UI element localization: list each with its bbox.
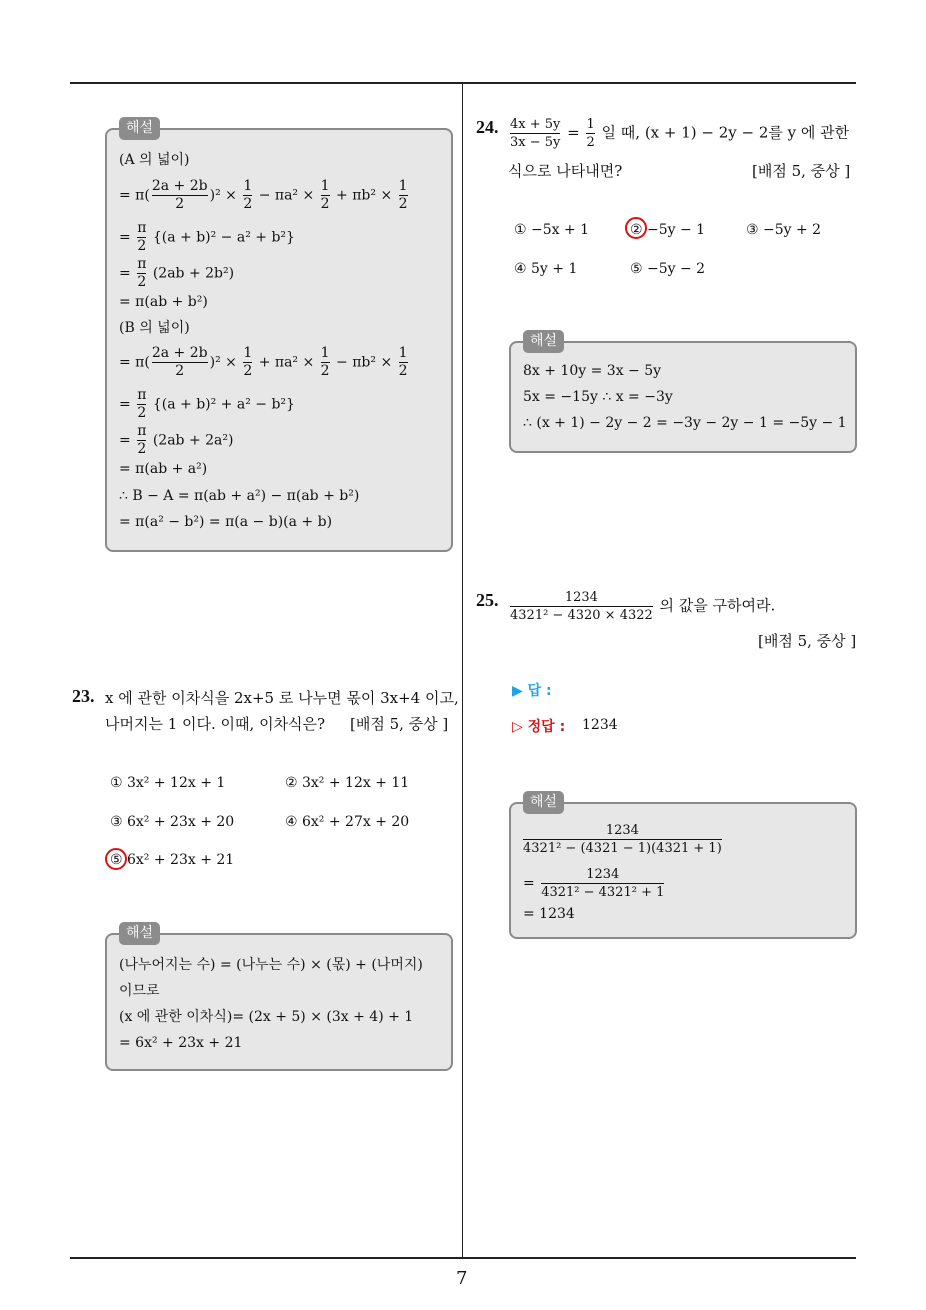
solution-line: = 6x² + 23x + 21 [119,1035,243,1051]
bottom-rule [70,1257,856,1259]
solution-line: (A 의 넓이) [119,152,190,168]
solution-tag: 해설 [119,922,160,945]
solution-line: 8x + 10y = 3x − 5y [523,363,662,379]
answer-circle-mark [625,217,647,239]
correct-answer-label: ▷ 정답 : [512,719,566,735]
solution-line: ∴ (x + 1) − 2y − 2 = −3y − 2y − 1 = −5y − 1 [523,415,847,431]
choice-4[interactable]: ④ 6x² + 27x + 20 [285,814,410,830]
score-label: [배점 5, 중상 ] [752,162,851,180]
solution-tag: 해설 [523,791,564,814]
solution-box-23 [105,925,453,1071]
solution-line: 5x = −15y ∴ x = −3y [523,389,673,405]
choice-4[interactable]: ④ 5y + 1 [514,261,578,277]
solution-box-22 [105,120,453,552]
top-rule [70,82,856,84]
question-number-23: 23. [72,686,95,706]
question-text: $\frac{1234}{\text{4321² − 4320 × 4322}}$ 의 값을 구하여라. [510,590,776,623]
answer-label: ▶ 답 : [512,683,552,699]
question-number-25: 25. [476,590,499,610]
choice-3[interactable]: ③ 6x² + 23x + 20 [110,814,235,830]
choice-3[interactable]: ③ −5y + 2 [746,222,822,238]
choice-5[interactable]: ⑤ 6x² + 23x + 21 [110,852,235,868]
solution-line: $\frac{1234}{\text{4321² − (4321 − 1)(4321 + 1)}}$ [523,823,722,856]
solution-line: 이므로 [119,983,160,999]
solution-line: = π(ab + b²) [119,294,208,310]
choice-5[interactable]: ⑤ −5y − 2 [630,261,706,277]
solution-line: = π(ab + a²) [119,461,208,477]
solution-line: = $\frac{\pi}{2}$ {(a + b)² − a² + b²} [119,220,295,254]
solution-line: = 1234 [523,906,575,922]
solution-line: (B 의 넓이) [119,320,190,336]
solution-tag: 해설 [523,330,564,353]
correct-answer-value: 1234 [582,717,618,733]
question-text: x 에 관한 이차식을 2x+5 로 나누면 몫이 3x+4 이고, [105,689,459,707]
solution-line: = π( $\frac{2a + 2b}{2}$ )² × $\frac{1}{2}$ − πa² × $\frac{1}{2}$ + πb² × $\frac{1}{2}$ [119,178,408,212]
column-divider [462,84,463,1258]
answer-circle-mark [105,848,127,870]
solution-line: = π( $\frac{2a + 2b}{2}$ )² × $\frac{1}{2}$ + πa² × $\frac{1}{2}$ − πb² × $\frac{1}{2}$ [119,345,408,379]
solution-line: = $\frac{1234}{\text{4321² − 4321² + 1}}$ [523,867,665,900]
question-number-24: 24. [476,117,499,137]
question-text: $\frac{4x + 5y}{3x - 5y}$ = $\frac{1}{2}$ 일 때, (x + 1) − 2y − 2를 y 에 관한 [510,117,850,150]
choice-2[interactable]: ② 3x² + 12x + 11 [285,775,410,791]
score-label: [배점 5, 중상 ] [350,715,449,733]
solution-box-25 [509,794,857,939]
solution-line: (나누어지는 수) = (나누는 수) × (몫) + (나머지) [119,957,423,973]
solution-line: = $\frac{\pi}{2}$ (2ab + 2b²) [119,256,235,290]
solution-line: = π(a² − b²) = π(a − b)(a + b) [119,514,333,530]
page-number: 7 [456,1268,468,1289]
solution-line: = $\frac{\pi}{2}$ (2ab + 2a²) [119,423,234,457]
question-text: 나머지는 1 이다. 이때, 이차식은? [105,715,326,733]
choice-1[interactable]: ① 3x² + 12x + 1 [110,775,226,791]
solution-line: ∴ B − A = π(ab + a²) − π(ab + b²) [119,488,360,504]
score-label: [배점 5, 중상 ] [758,632,857,650]
solution-line: (x 에 관한 이차식)= (2x + 5) × (3x + 4) + 1 [119,1009,414,1025]
choice-2[interactable]: ② −5y − 1 [630,222,706,238]
question-text: 식으로 나타내면? [508,162,623,180]
solution-line: = $\frac{\pi}{2}$ {(a + b)² + a² − b²} [119,387,295,421]
choice-1[interactable]: ① −5x + 1 [514,222,590,238]
solution-box-24 [509,333,857,453]
solution-tag: 해설 [119,117,160,140]
